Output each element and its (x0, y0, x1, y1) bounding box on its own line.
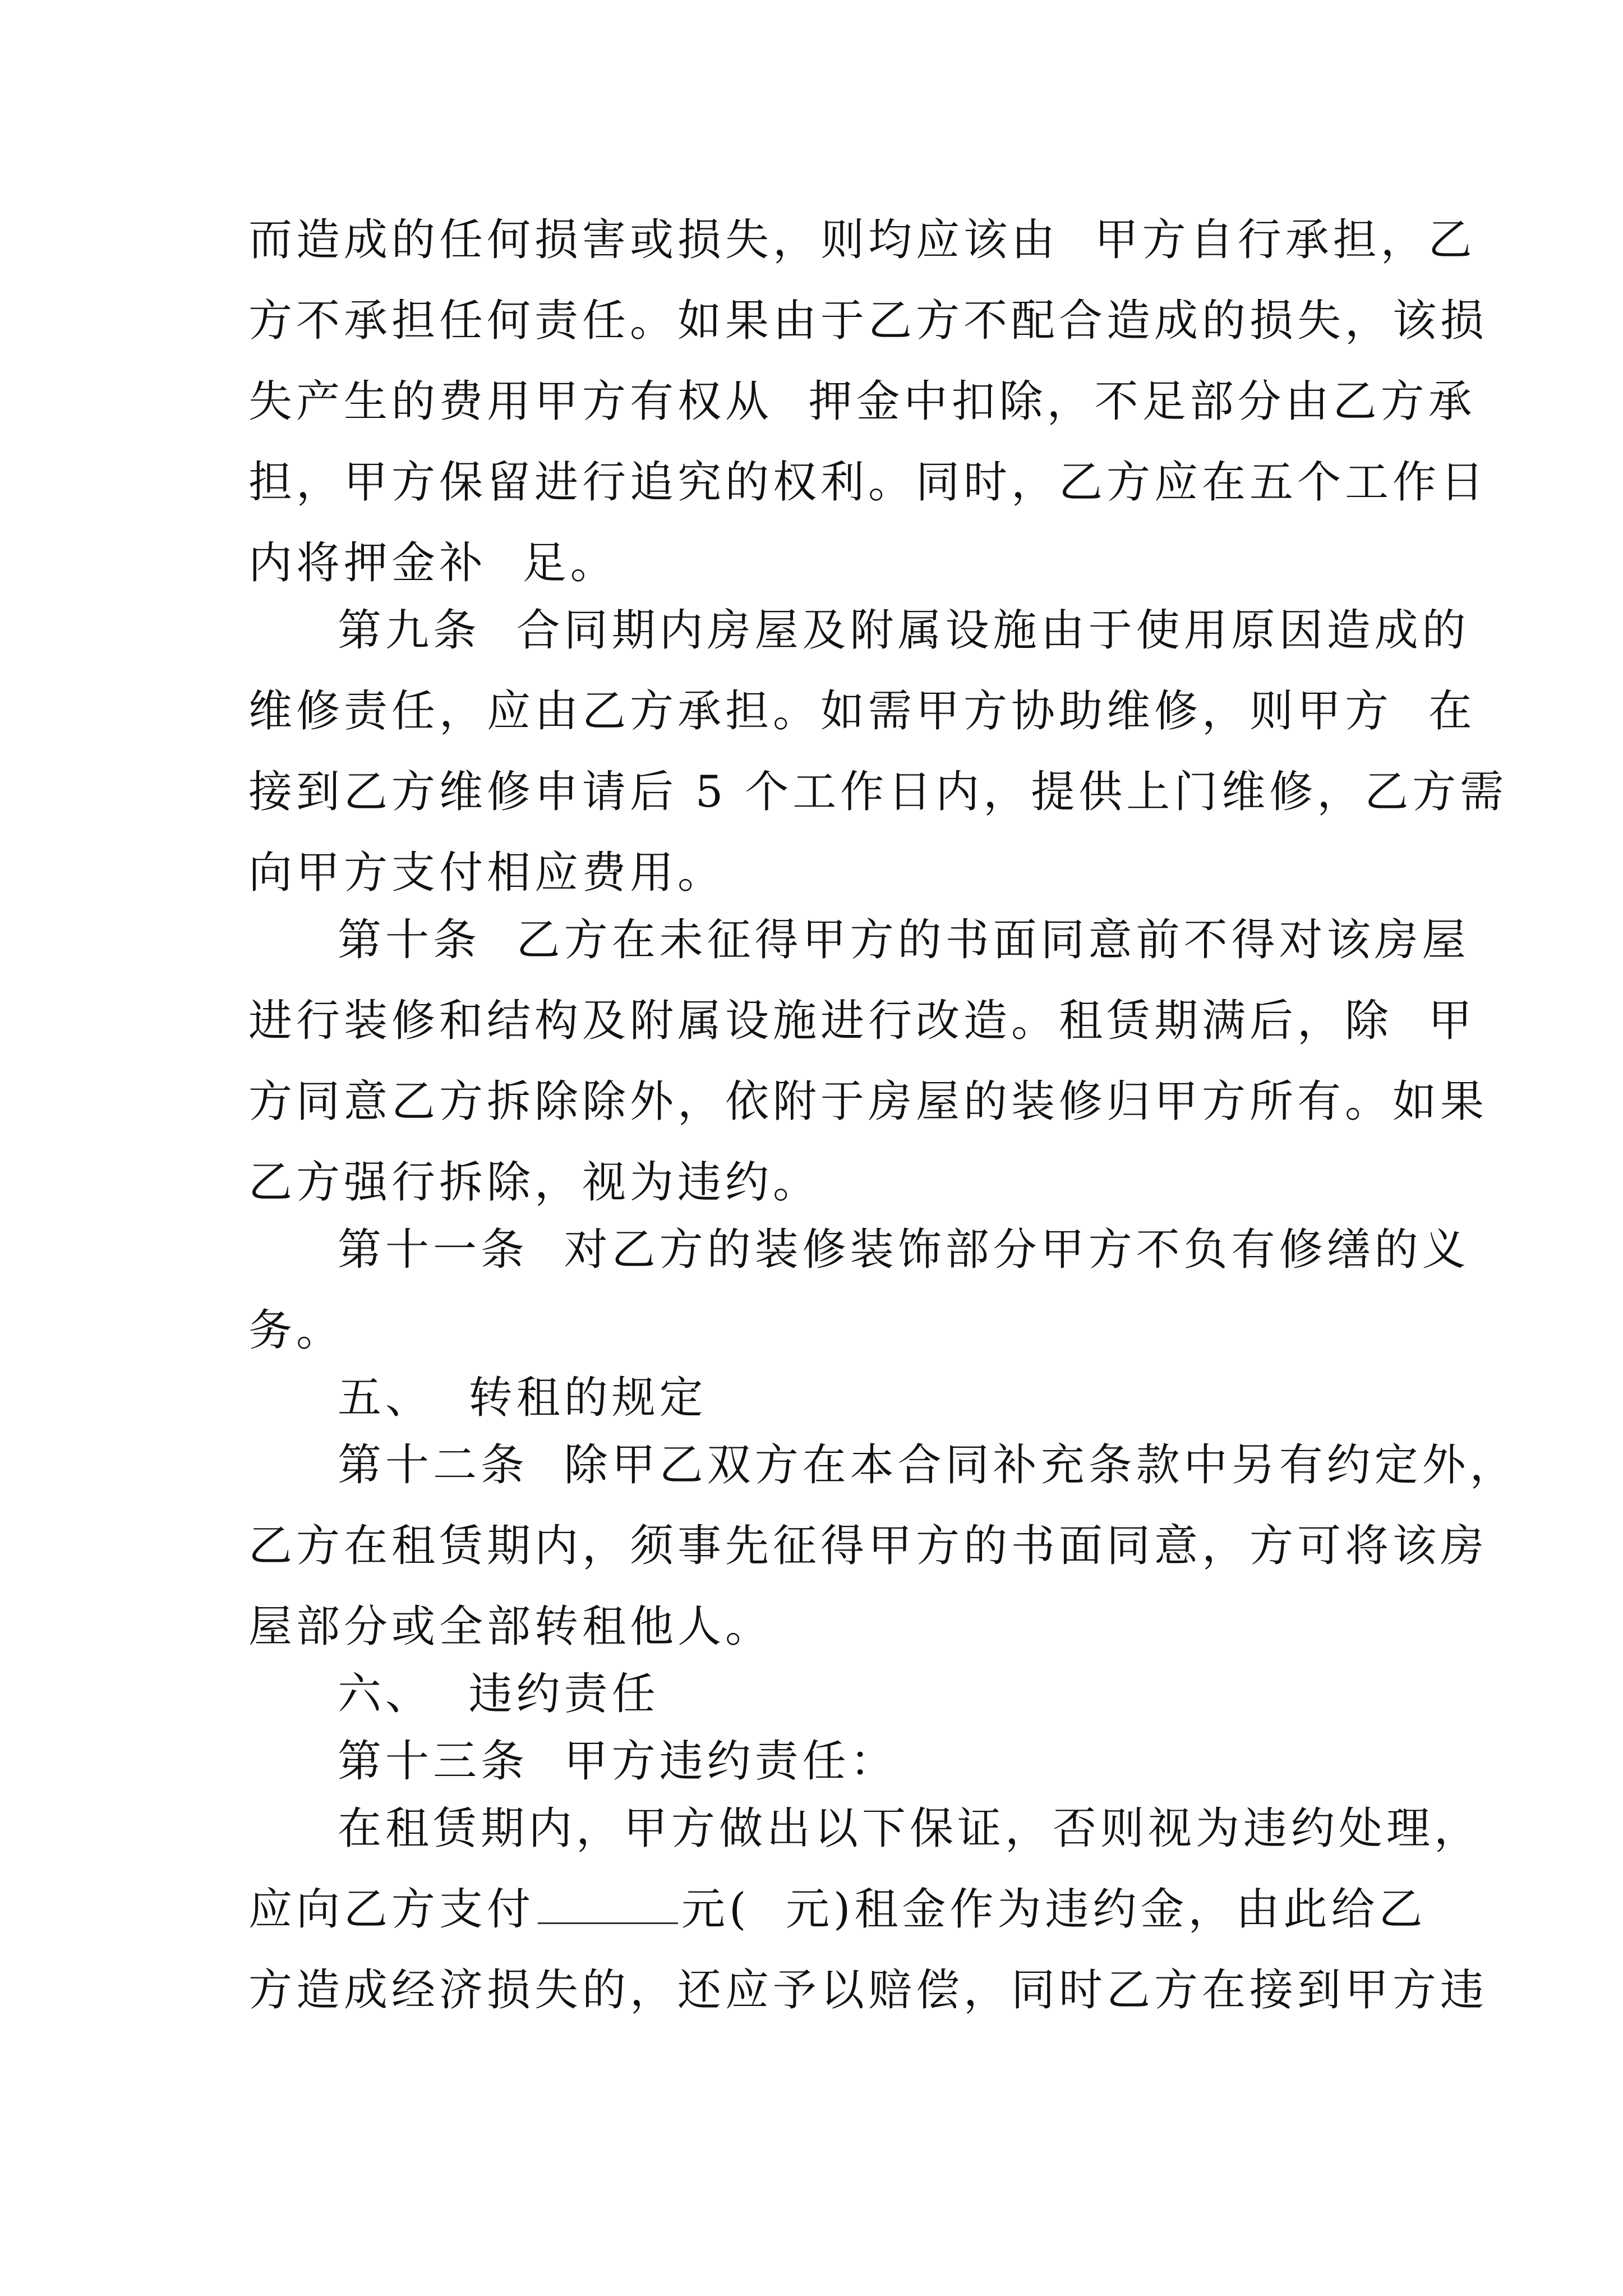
article-10-heading-line: 第十条 乙方在未征得甲方的书面同意前不得对该房屋 (338, 915, 1470, 965)
article-12-heading-line: 第十二条 除甲乙双方在本合同补充条款中另有约定外， (338, 1440, 1518, 1490)
text-line: 方同意乙方拆除除外，依附于房屋的装修归甲方所有。如果 (248, 1076, 1488, 1127)
text-segment: 元( 元)租金作为违约金，由此给乙 (681, 1884, 1427, 1935)
section-6-heading: 六、 违约责任 (338, 1669, 660, 1719)
text-line: 进行装修和结构及附属设施进行改造。租赁期满后，除 甲 (248, 996, 1476, 1046)
text-line: 维修责任，应由乙方承担。如需甲方协助维修，则甲方 在 (248, 686, 1476, 737)
text-line: 乙方强行拆除，视为违约。 (248, 1157, 821, 1208)
text-line: 内将押金补 足。 (248, 538, 618, 588)
article-9-heading-line: 第九条 合同期内房屋及附属设施由于使用原因造成的 (338, 605, 1470, 656)
text-line: 向甲方支付相应费用。 (248, 848, 726, 898)
article-13-heading: 第十三条 甲方违约责任： (338, 1736, 898, 1787)
text-line: 乙方在租赁期内，须事先征得甲方的书面同意，方可将该房 (248, 1521, 1488, 1571)
text-line: 方不承担任何责任。如果由于乙方不配合造成的损失，该损 (248, 296, 1488, 346)
text-line: 务。 (248, 1305, 344, 1356)
text-line: 在租赁期内，甲方做出以下保证，否则视为违约处理， (338, 1803, 1482, 1854)
text-segment: 应向乙方支付 (248, 1884, 535, 1935)
text-line: 失产生的费用甲方有权从 押金中扣除，不足部分由乙方承 (248, 376, 1476, 427)
text-line: 而造成的任何损害或损失，则均应该由 甲方自行承担，乙 (248, 215, 1476, 265)
section-5-heading: 五、 转租的规定 (338, 1373, 707, 1423)
text-line-with-blank (248, 1881, 1426, 1938)
fill-in-blank (538, 1889, 678, 1924)
text-line: 担，甲方保留进行追究的权利。同时，乙方应在五个工作日 (248, 457, 1488, 508)
article-11-heading-line: 第十一条 对乙方的装修装饰部分甲方不负有修缮的义 (338, 1225, 1470, 1275)
text-line: 接到乙方维修申请后 5 个工作日内，提供上门维修，乙方需 (248, 767, 1508, 817)
text-line: 屋部分或全部转租他人。 (248, 1602, 773, 1652)
text-line: 方造成经济损失的，还应予以赔偿，同时乙方在接到甲方违 (248, 1965, 1488, 2016)
